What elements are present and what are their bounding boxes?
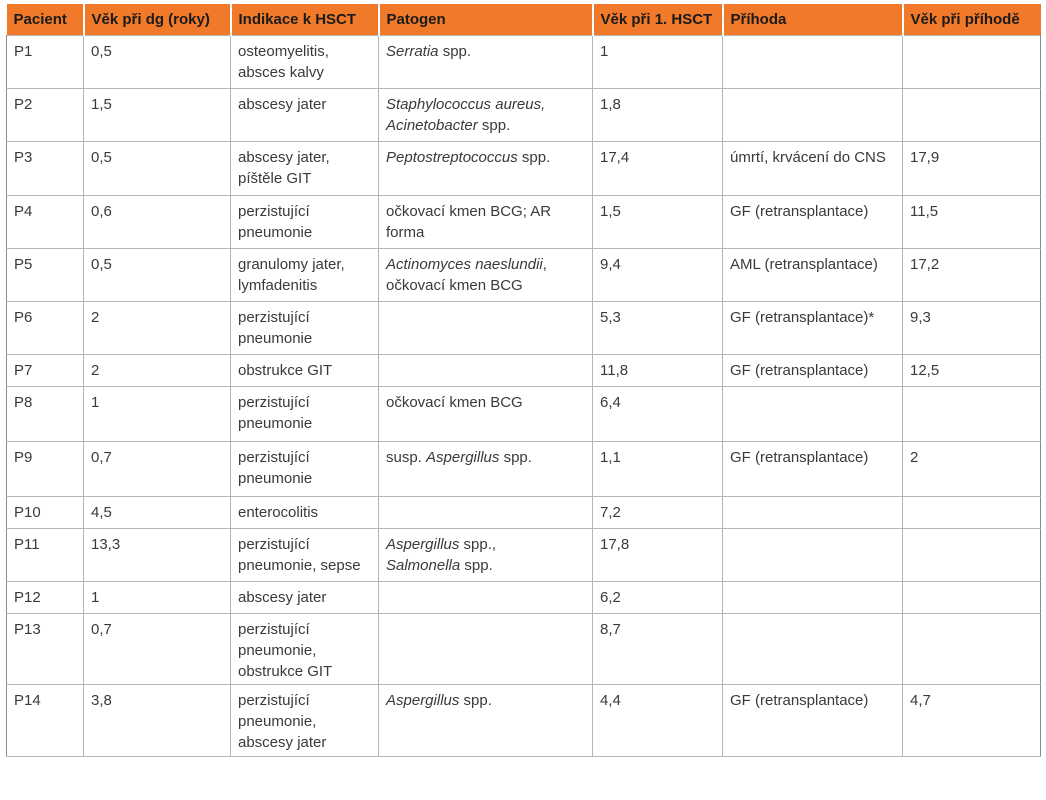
indikace-line: perzistující — [238, 394, 310, 411]
cell-pacient: P3 — [7, 142, 84, 196]
table-row — [7, 142, 1041, 196]
cell-vek-dg: 0,7 — [84, 614, 231, 685]
indikace-line: abscesy jater, — [238, 149, 330, 166]
cell-vek-dg: 13,3 — [84, 529, 231, 582]
column-header-vek-hsct: Věk při 1. HSCT — [593, 4, 723, 36]
cell-vek-hsct: 17,4 — [593, 142, 723, 196]
cell-indikace — [231, 196, 379, 249]
cell-patogen — [379, 442, 593, 497]
cell-vek-dg: 0,5 — [84, 36, 231, 89]
cell-prihoda — [723, 497, 903, 529]
table-row — [7, 529, 1041, 582]
patogen-text: susp. — [386, 449, 427, 466]
patogen-text: spp., — [459, 536, 497, 553]
table-row — [7, 582, 1041, 614]
cell-indikace — [231, 302, 379, 355]
indikace-line: perzistující — [238, 621, 310, 638]
cell-vek-dg: 2 — [84, 302, 231, 355]
cell-vek-dg: 1 — [84, 582, 231, 614]
table-row — [7, 387, 1041, 442]
table-row — [7, 302, 1041, 355]
table-row — [7, 497, 1041, 529]
cell-pacient: P5 — [7, 249, 84, 302]
cell-prihoda — [723, 582, 903, 614]
cell-vek-hsct: 6,2 — [593, 582, 723, 614]
patogen-taxon: Peptostreptococcus — [386, 149, 518, 166]
cell-prihoda: úmrtí, krvácení do CNS — [723, 142, 903, 196]
cell-vek-dg: 0,7 — [84, 442, 231, 497]
cell-vek-prihoda — [903, 582, 1041, 614]
cell-vek-prihoda: 12,5 — [903, 355, 1041, 387]
table-row — [7, 36, 1041, 89]
column-header-patogen: Patogen — [379, 4, 593, 36]
cell-vek-hsct: 1,5 — [593, 196, 723, 249]
patogen-text: spp. — [438, 43, 472, 60]
cell-vek-prihoda — [903, 387, 1041, 442]
table-header — [7, 4, 1041, 36]
cell-indikace — [231, 442, 379, 497]
cell-vek-dg: 0,6 — [84, 196, 231, 249]
cell-indikace — [231, 36, 379, 89]
indikace-line: abscesy jater — [238, 96, 327, 113]
cell-prihoda: GF (retransplantace) — [723, 442, 903, 497]
cell-vek-hsct: 5,3 — [593, 302, 723, 355]
cell-prihoda: GF (retransplantace) — [723, 196, 903, 249]
indikace-line: pneumonie — [238, 330, 313, 347]
cell-patogen — [379, 36, 593, 89]
indikace-line: abscesy jater — [238, 734, 327, 751]
indikace-line: pneumonie — [238, 470, 313, 487]
column-header-pacient: Pacient — [7, 4, 84, 36]
cell-vek-prihoda — [903, 497, 1041, 529]
indikace-line: abscesy jater — [238, 589, 327, 606]
patogen-text: forma — [386, 224, 425, 241]
cell-patogen — [379, 196, 593, 249]
cell-indikace — [231, 685, 379, 757]
cell-indikace — [231, 614, 379, 685]
column-header-vek-dg: Věk při dg (roky) — [84, 4, 231, 36]
cell-vek-hsct: 1,1 — [593, 442, 723, 497]
cell-prihoda: GF (retransplantace) — [723, 685, 903, 757]
cell-vek-prihoda: 2 — [903, 442, 1041, 497]
cell-prihoda: AML (retransplantace) — [723, 249, 903, 302]
indikace-line: perzistující — [238, 536, 310, 553]
cell-pacient: P1 — [7, 36, 84, 89]
cell-pacient: P14 — [7, 685, 84, 757]
cell-pacient: P10 — [7, 497, 84, 529]
patogen-taxon: Aspergillus — [386, 536, 460, 553]
patogen-line — [386, 392, 585, 413]
patogen-text: spp. — [460, 557, 493, 574]
indikace-line: pneumonie, — [238, 713, 317, 730]
cell-vek-dg: 0,5 — [84, 249, 231, 302]
cell-indikace — [231, 249, 379, 302]
cell-vek-prihoda — [903, 614, 1041, 685]
indikace-line: obstrukce GIT — [238, 663, 333, 680]
patogen-line — [386, 94, 585, 115]
cell-vek-dg: 0,5 — [84, 142, 231, 196]
patogen-taxon: Staphylococcus aureus, — [386, 96, 546, 113]
cell-indikace — [231, 142, 379, 196]
cell-vek-dg: 1 — [84, 387, 231, 442]
cell-pacient: P7 — [7, 355, 84, 387]
cell-vek-dg: 2 — [84, 355, 231, 387]
cell-vek-hsct: 6,4 — [593, 387, 723, 442]
table-row — [7, 89, 1041, 142]
cell-pacient: P13 — [7, 614, 84, 685]
cell-patogen — [379, 89, 593, 142]
patient-table-container — [6, 4, 1040, 757]
indikace-line: pneumonie — [238, 415, 313, 432]
indikace-line: perzistující — [238, 692, 310, 709]
table-row — [7, 685, 1041, 757]
patogen-text: spp. — [517, 149, 551, 166]
cell-patogen — [379, 497, 593, 529]
cell-vek-hsct: 8,7 — [593, 614, 723, 685]
header-row — [7, 4, 1041, 36]
indikace-line: píštěle GIT — [238, 170, 312, 187]
cell-vek-dg: 4,5 — [84, 497, 231, 529]
indikace-line: osteomyelitis, — [238, 43, 329, 60]
patogen-line — [386, 555, 585, 576]
cell-patogen — [379, 302, 593, 355]
cell-patogen — [379, 355, 593, 387]
cell-vek-prihoda: 11,5 — [903, 196, 1041, 249]
column-header-prihoda: Příhoda — [723, 4, 903, 36]
indikace-line: perzistující — [238, 449, 310, 466]
cell-indikace — [231, 497, 379, 529]
cell-prihoda — [723, 387, 903, 442]
cell-indikace — [231, 529, 379, 582]
patient-table — [6, 4, 1041, 757]
cell-indikace — [231, 387, 379, 442]
cell-pacient: P8 — [7, 387, 84, 442]
cell-vek-dg: 1,5 — [84, 89, 231, 142]
table-body — [7, 36, 1041, 757]
cell-vek-prihoda: 17,2 — [903, 249, 1041, 302]
cell-patogen — [379, 685, 593, 757]
cell-patogen — [379, 249, 593, 302]
table-row — [7, 442, 1041, 497]
cell-indikace — [231, 582, 379, 614]
cell-pacient: P9 — [7, 442, 84, 497]
cell-patogen — [379, 582, 593, 614]
cell-vek-prihoda — [903, 36, 1041, 89]
cell-prihoda: GF (retransplantace)* — [723, 302, 903, 355]
column-header-indikace: Indikace k HSCT — [231, 4, 379, 36]
patogen-taxon: Acinetobacter — [386, 117, 478, 134]
patogen-taxon: Aspergillus — [386, 692, 460, 709]
cell-vek-hsct: 1 — [593, 36, 723, 89]
table-row — [7, 196, 1041, 249]
indikace-line: enterocolitis — [238, 504, 319, 521]
cell-vek-prihoda: 9,3 — [903, 302, 1041, 355]
cell-indikace — [231, 89, 379, 142]
patogen-line — [386, 534, 585, 555]
patogen-line — [386, 115, 585, 136]
indikace-line: pneumonie — [238, 224, 313, 241]
patogen-text: spp. — [499, 449, 532, 466]
patogen-line — [386, 201, 585, 222]
cell-prihoda — [723, 529, 903, 582]
cell-vek-hsct: 11,8 — [593, 355, 723, 387]
cell-pacient: P2 — [7, 89, 84, 142]
cell-vek-hsct: 9,4 — [593, 249, 723, 302]
patogen-line — [386, 447, 585, 468]
indikace-line: pneumonie, — [238, 642, 317, 659]
patogen-text: očkovací kmen BCG; AR — [386, 203, 552, 220]
table-row — [7, 614, 1041, 685]
patogen-line — [386, 41, 585, 62]
cell-vek-hsct: 1,8 — [593, 89, 723, 142]
cell-vek-prihoda: 17,9 — [903, 142, 1041, 196]
cell-vek-hsct: 7,2 — [593, 497, 723, 529]
cell-pacient: P4 — [7, 196, 84, 249]
patogen-line — [386, 222, 585, 243]
cell-pacient: P12 — [7, 582, 84, 614]
indikace-line: perzistující — [238, 309, 310, 326]
patogen-text: očkovací kmen BCG — [386, 394, 523, 411]
cell-prihoda — [723, 89, 903, 142]
cell-prihoda: GF (retransplantace) — [723, 355, 903, 387]
indikace-line: perzistující — [238, 203, 310, 220]
cell-vek-prihoda — [903, 89, 1041, 142]
patogen-line — [386, 275, 585, 296]
cell-prihoda — [723, 614, 903, 685]
patogen-text: spp. — [477, 117, 511, 134]
cell-prihoda — [723, 36, 903, 89]
cell-vek-prihoda — [903, 529, 1041, 582]
patogen-line — [386, 254, 585, 275]
patogen-taxon: Serratia — [386, 43, 439, 60]
patogen-text: , — [542, 256, 547, 273]
cell-vek-dg: 3,8 — [84, 685, 231, 757]
indikace-line: absces kalvy — [238, 64, 324, 81]
column-header-vek-prihoda: Věk při příhodě — [903, 4, 1041, 36]
cell-patogen — [379, 614, 593, 685]
cell-indikace — [231, 355, 379, 387]
patogen-taxon: Salmonella — [386, 557, 461, 574]
patogen-taxon: Aspergillus — [426, 449, 500, 466]
patogen-text: spp. — [459, 692, 492, 709]
cell-vek-hsct: 17,8 — [593, 529, 723, 582]
table-row — [7, 249, 1041, 302]
patogen-text: očkovací kmen BCG — [386, 277, 523, 294]
cell-pacient: P11 — [7, 529, 84, 582]
indikace-line: pneumonie, sepse — [238, 557, 361, 574]
patogen-line — [386, 690, 585, 711]
cell-patogen — [379, 387, 593, 442]
indikace-line: granulomy jater, — [238, 256, 345, 273]
patogen-taxon: Actinomyces naeslundii — [386, 256, 543, 273]
patogen-line — [386, 147, 585, 168]
cell-pacient: P6 — [7, 302, 84, 355]
cell-patogen — [379, 529, 593, 582]
table-row — [7, 355, 1041, 387]
cell-vek-hsct: 4,4 — [593, 685, 723, 757]
cell-patogen — [379, 142, 593, 196]
indikace-line: obstrukce GIT — [238, 362, 333, 379]
cell-vek-prihoda: 4,7 — [903, 685, 1041, 757]
indikace-line: lymfadenitis — [238, 277, 318, 294]
